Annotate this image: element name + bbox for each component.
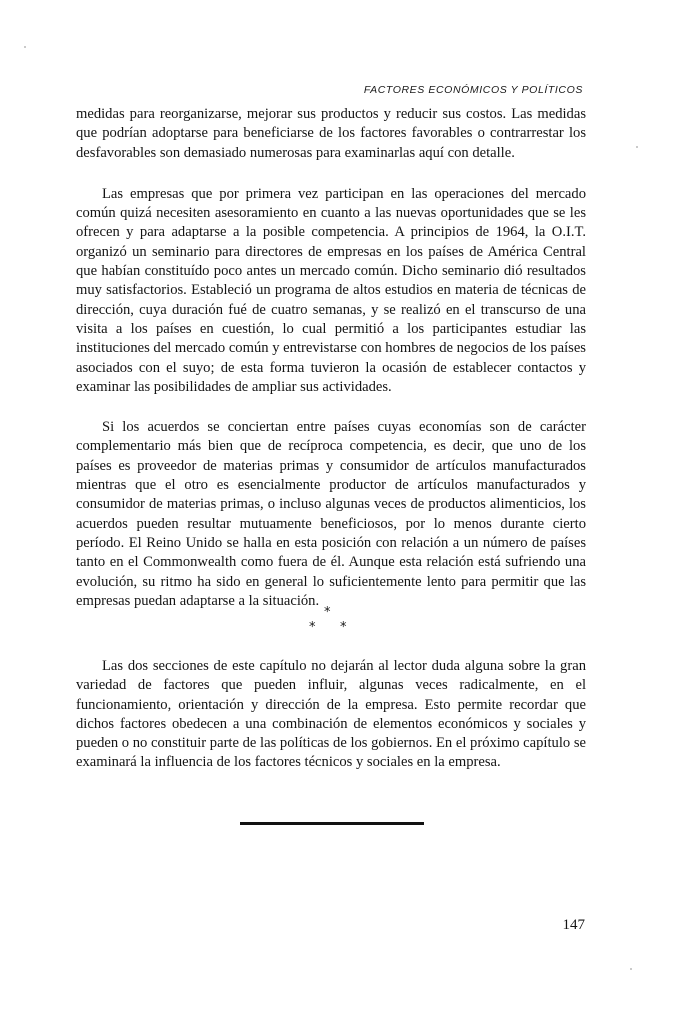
paragraph-chapter-summary: Las dos secciones de este capítulo no dejarán al lector duda alguna sobre la gran variedad de factores que pueden influir, algunas veces radicalmente, en el funcionamiento, orientación y dirección de la empresa. Esto permite recordar que dichos factores obedecen a una combinación de elementos económicos y sociales y pueden o no constituir parte de las políticas de los gobiernos. En el próximo capítulo se examinará la influencia de los factores técnicos y sociales en la empresa. xyxy=(76,658,586,771)
section-asterism xyxy=(306,606,352,642)
paper-speck xyxy=(24,46,26,48)
chapter-end-rule xyxy=(240,822,424,825)
closing-text-block xyxy=(76,657,586,773)
page-number: 147 xyxy=(562,917,585,933)
main-text-block xyxy=(76,105,586,611)
paragraph-common-market: Las empresas que por primera vez participan en las operaciones del mercado común quizá necesiten asesoramiento en cuanto a las nuevas oportunidades que se les ofrecen y para adaptarse a la posible competencia. A principios de 1964, la O.I.T. organizó un seminario para directores de empresas en los países de América Central que habían constituído poco antes un mercado común. Dicho seminario dió resultados muy satisfactorios. Estableció un programa de altos estudios en materia de técnicas de dirección, cuya duración fué de cuatro semanas, y se realizó en el transcurso de una visita a los países en cuestión, lo cual permitió a los participantes estudiar las instituciones del mercado común y entrevistarse con hombres de negocios de los países asociados con el suyo; de esta forma tuvieron la ocasión de establecer contactos y examinar las posibilidades de ampliar sus actividades. xyxy=(76,185,586,395)
paper-speck xyxy=(630,968,632,970)
asterism-star: * xyxy=(309,620,316,635)
running-head: FACTORES ECONÓMICOS Y POLÍTICOS xyxy=(363,84,583,96)
asterism-star: * xyxy=(340,620,347,635)
paper-speck xyxy=(636,146,638,148)
asterism-star: * xyxy=(324,605,331,620)
paragraph-continuation: medidas para reorganizarse, mejorar sus productos y reducir sus costos. Las medidas que podrían adoptarse para beneficiarse de los factores favorables o contrarrestar los desfavorables son demasiado numerosas para examinarlas aquí con detalle. xyxy=(76,106,586,161)
paragraph-complementary-economies: Si los acuerdos se conciertan entre países cuyas economías son de carácter complementario más bien que de recíproca competencia, es decir, que uno de los países es proveedor de materias primas y consumidor de artículos manufacturados mientras que el otro es esencialmente productor de artículos manufacturados y consumidor de materias primas, o incluso algunas veces de productos alimenticios, los acuerdos pueden resultar mutuamente beneficiosos, por lo menos durante cierto período. El Reino Unido se halla en esta posición con relación a un número de países tanto en el Commonwealth como fuera de él. Aunque esta relación está sufriendo una evolución, su ritmo ha sido en general lo suficientemente lento para permitir que las empresas puedan adaptarse a la situación. xyxy=(76,419,586,609)
